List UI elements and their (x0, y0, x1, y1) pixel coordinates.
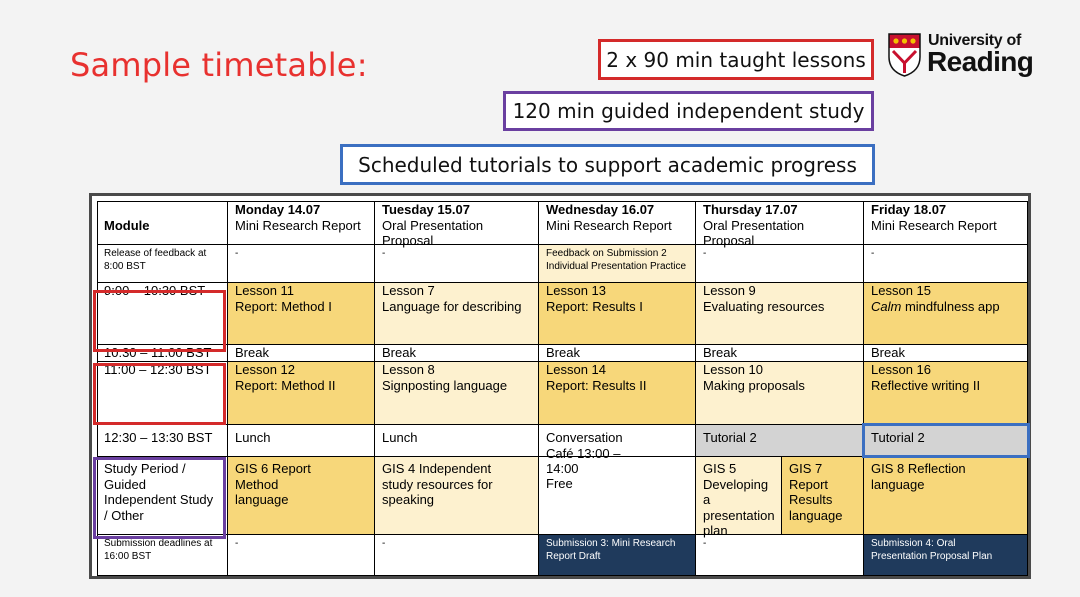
day-header-tuesday (375, 202, 539, 248)
deadline-cell: - (228, 535, 375, 576)
feedback-cell-submission-2: Feedback on Submission 2 Individual Presentation Practice (539, 245, 696, 283)
lesson-number: Lesson 13 (546, 283, 606, 298)
timetable (89, 193, 1031, 579)
lesson-number: Lesson 14 (546, 362, 606, 377)
break-cell: Break (864, 345, 1028, 362)
lesson-topic: Making proposals (703, 377, 805, 393)
break-cell: Break (375, 345, 539, 362)
submission-4-cell: Submission 4: Oral Presentation Proposal Plan (864, 535, 1028, 576)
tutorial-cell: Tutorial 2 (864, 425, 1028, 457)
day-module: Mini Research Report (235, 217, 361, 233)
day-header-thursday (696, 202, 864, 248)
gis-cell: GIS 6 Report Method language (228, 457, 375, 535)
lunch-time: 12:30 – 13:30 BST (97, 425, 228, 457)
gis-cell: GIS 4 Independent study resources for speaking (375, 457, 539, 535)
lesson-topic: Report: Method I (235, 298, 332, 314)
deadline-cell: - (696, 535, 864, 576)
lesson-number: Lesson 9 (703, 283, 756, 298)
day-header-wednesday (539, 202, 696, 245)
module-header-cell (97, 202, 228, 245)
lesson-topic: Reflective writing II (871, 377, 981, 393)
gis-cell: GIS 8 Reflection language (864, 457, 1028, 535)
lesson-number: Lesson 10 (703, 362, 763, 377)
break-time: 10:30 – 11:00 BST (97, 345, 228, 362)
day-header-monday (228, 202, 375, 245)
break-cell: Break (539, 345, 696, 362)
lesson-cell (228, 362, 375, 425)
lunch-cell: Lunch (375, 425, 539, 457)
lesson-cell (696, 362, 864, 425)
lesson-cell (864, 283, 1028, 345)
lesson-number: Lesson 8 (382, 362, 435, 377)
conversation-cafe-cell: Conversation Café 13:00 – 14:00 (539, 425, 696, 457)
free-cell: Free (539, 457, 696, 535)
break-cell: Break (228, 345, 375, 362)
tutorials-callout: Scheduled tutorials to support academic progress (340, 144, 875, 185)
day-header-friday (864, 202, 1028, 245)
lesson-topic: Signposting language (382, 377, 508, 393)
gis-cell: GIS 5 Developing a presentation plan (696, 457, 782, 535)
day-label: Tuesday 15.07 (382, 202, 470, 217)
lesson-cell (864, 362, 1028, 425)
lesson-cell (375, 283, 539, 345)
lesson-number: Lesson 7 (382, 283, 435, 298)
lesson-topic: Report: Results II (546, 377, 647, 393)
day-label: Thursday 17.07 (703, 202, 798, 217)
tutorial-cell: Tutorial 2 (696, 425, 864, 457)
feedback-row-label: Release of feedback at 8:00 BST (97, 245, 228, 283)
taught-lesson-highlight-2 (93, 363, 226, 425)
university-logo (888, 32, 1038, 80)
reading-crest-icon (888, 33, 921, 77)
lesson-number: Lesson 16 (871, 362, 931, 377)
submission-3-cell: Submission 3: Mini Research Report Draft (539, 535, 696, 576)
day-label: Monday 14.07 (235, 202, 321, 217)
lesson-topic: Evaluating resources (703, 298, 825, 314)
break-cell: Break (696, 345, 864, 362)
feedback-cell: - (864, 245, 1028, 283)
taught-lesson-highlight-1 (93, 290, 226, 352)
lesson-cell (539, 362, 696, 425)
lesson-number: Lesson 12 (235, 362, 295, 377)
day-module: Mini Research Report (871, 217, 997, 233)
lesson-cell (375, 362, 539, 425)
day-module: Oral Presentation Proposal (703, 217, 805, 248)
taught-lessons-callout: 2 x 90 min taught lessons (598, 39, 874, 80)
day-label: Wednesday 16.07 (546, 202, 655, 217)
day-label: Friday 18.07 (871, 202, 947, 217)
logo-reading-text: Reading (927, 46, 1034, 77)
lesson-topic: Report: Method II (235, 377, 336, 393)
gis-cell: GIS 7 Report Results language (782, 457, 864, 535)
lesson-cell (539, 283, 696, 345)
page-title: Sample timetable: (70, 46, 368, 84)
deadlines-label: Submission deadlines at 16:00 BST (97, 535, 228, 576)
lesson-number: Lesson 11 (235, 283, 295, 298)
lesson-topic (871, 299, 1020, 315)
session-2-time: 11:00 – 12:30 BST (97, 362, 228, 425)
calm-app-name: Calm (871, 298, 902, 314)
module-label: Module (104, 218, 150, 233)
feedback-cell: - (375, 245, 539, 283)
lesson-topic: Language for describing (382, 298, 522, 314)
lesson-topic-rest: mindfulness app (901, 298, 1000, 314)
day-module: Mini Research Report (546, 217, 672, 233)
tutorial-highlight (862, 423, 1030, 458)
lesson-cell (696, 283, 864, 345)
guided-study-callout: 120 min guided independent study (503, 91, 874, 131)
lesson-cell (228, 283, 375, 345)
lesson-number: Lesson 15 (871, 283, 931, 298)
deadline-cell: - (375, 535, 539, 576)
day-module: Oral Presentation Proposal (382, 217, 484, 248)
session-1-time: 9:00 – 10:30 BST (97, 283, 228, 345)
logo-university-text: University of (928, 32, 1022, 49)
feedback-cell: - (696, 245, 864, 283)
lunch-cell: Lunch (228, 425, 375, 457)
study-period-label: Study Period / Guided Independent Study / Other (97, 457, 228, 535)
feedback-cell: - (228, 245, 375, 283)
guided-study-highlight (93, 457, 226, 539)
lesson-topic: Report: Results I (546, 298, 643, 314)
